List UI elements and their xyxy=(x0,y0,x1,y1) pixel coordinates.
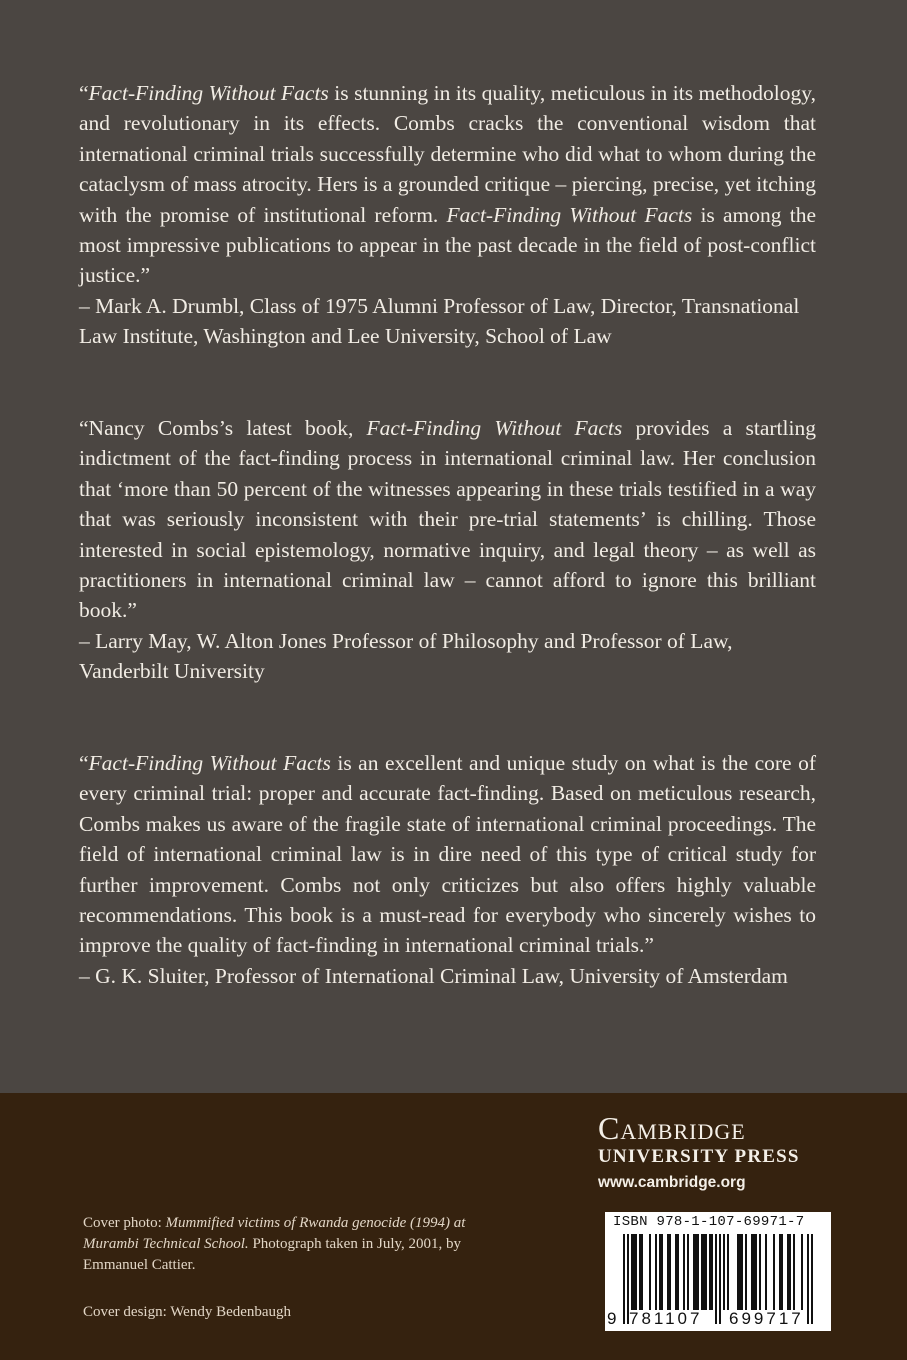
barcode-bar xyxy=(703,1234,705,1310)
barcode-bar xyxy=(779,1234,781,1310)
credit-prefix: Cover photo: xyxy=(83,1215,166,1231)
book-title-italic: Fact-Finding Without Facts xyxy=(88,751,331,775)
barcode-bar xyxy=(635,1234,637,1310)
barcode-bar xyxy=(655,1234,657,1310)
quote-text: “Nancy Combs’s latest book, xyxy=(79,416,367,440)
barcode-bar xyxy=(773,1234,775,1310)
endorsement-quote xyxy=(79,78,816,291)
credit-suffix: Photograph taken in July, 2001, by Emmanuel Cattier. xyxy=(83,1236,462,1273)
barcode-bar xyxy=(705,1234,707,1310)
barcode-bar xyxy=(639,1234,641,1310)
barcode-bar xyxy=(739,1234,741,1310)
barcode-bar xyxy=(755,1234,757,1310)
barcode-bar xyxy=(659,1234,661,1310)
barcode-bar xyxy=(649,1234,651,1310)
barcode-bar xyxy=(787,1234,789,1310)
cover-photo-credit xyxy=(83,1213,483,1276)
endorsement-2 xyxy=(79,413,816,687)
barcode-bar xyxy=(675,1234,677,1310)
barcode-bar xyxy=(745,1234,747,1310)
barcode-bar xyxy=(727,1234,729,1310)
publisher-name: Cambridge xyxy=(598,1110,746,1146)
barcode-bar xyxy=(753,1234,755,1310)
barcode-bar xyxy=(793,1234,795,1310)
barcode-bar xyxy=(701,1234,703,1310)
endorsement-quote xyxy=(79,748,816,961)
barcode-bar xyxy=(781,1234,783,1310)
barcode-bar xyxy=(811,1234,813,1324)
book-title-italic: Fact-Finding Without Facts xyxy=(366,416,623,440)
barcode-bar xyxy=(687,1234,689,1310)
endorsement-quote xyxy=(79,413,816,626)
barcode-bar xyxy=(693,1234,695,1310)
endorsement-attribution: – G. K. Sluiter, Professor of International Criminal Law, University of Amsterdam xyxy=(79,963,788,988)
barcode-bar xyxy=(633,1234,635,1310)
publisher-url: www.cambridge.org xyxy=(598,1174,746,1191)
barcode-bar xyxy=(709,1234,711,1310)
ean-right-group: 699717 xyxy=(729,1309,804,1328)
publisher-logo xyxy=(598,1110,833,1192)
barcode-bar xyxy=(677,1234,679,1310)
barcode-bar xyxy=(697,1234,699,1310)
endorsement-attribution: – Larry May, W. Alton Jones Professor of Philosophy and Professor of Law, Vanderbilt University xyxy=(79,628,733,684)
endorsement-1 xyxy=(79,78,816,352)
barcode-bar xyxy=(667,1234,669,1310)
quote-text: is among the most impressive publications to appear in the past decade in the field of post-conflict justice.” xyxy=(79,202,816,288)
barcode-bar xyxy=(661,1234,663,1310)
barcode-bar xyxy=(789,1234,791,1310)
quote-text: provides a startling indictment of the fact-finding process in international criminal law. Her conclusion that ‘more than 50 percent of the witnesses appearing in these trials testified in a way that was seriously inconsistent with their pre-trial statements’ is chilling. Those interested in social epistemology, normative inquiry, and legal theory – as well as practitioners in international criminal law – cannot afford to ignore this brilliant book.” xyxy=(79,416,816,623)
quote-text: “ xyxy=(79,81,89,105)
barcode-bar xyxy=(719,1234,721,1324)
isbn-label: ISBN 978-1-107-69971-7 xyxy=(613,1214,805,1230)
quote-text: is an excellent and unique study on what is the core of every criminal trial: proper and accurate fact-finding. Based on meticulous research, Combs makes us aware of the fragile state of international criminal proceedings. The field of international criminal law is in dire need of this type of critical study for further improvement. Combs not only criticizes but also offers highly valuable recommendations. This book is a must-read for everybody who sincerely wishes to improve the quality of fact-finding in international criminal trials.” xyxy=(79,751,816,958)
ean-left-group: 781107 xyxy=(629,1309,703,1328)
endorsement-3 xyxy=(79,748,816,991)
credit-photo-title: Mummified victims of Rwanda genocide (1994) at Murambi Technical School. xyxy=(83,1215,466,1252)
barcode-bar xyxy=(737,1234,739,1310)
barcode-bar xyxy=(765,1234,767,1310)
barcode-bar xyxy=(711,1234,713,1310)
quote-text: is stunning in its quality, meticulous in its methodology, and revolutionary in its effects. Combs cracks the conventional wisdom that international criminal trials successfully determine who did what to whom during the cataclysm of mass atrocity. Hers is a grounded critique – piercing, precise, yet itching with the promise of institutional reform. xyxy=(79,81,816,227)
cover-design-credit: Cover design: Wendy Bedenbaugh xyxy=(83,1304,292,1320)
publisher-subtitle: UNIVERSITY PRESS xyxy=(598,1146,800,1167)
barcode-bar xyxy=(759,1234,761,1310)
barcode-bar xyxy=(641,1234,643,1310)
book-title-italic: Fact-Finding Without Facts xyxy=(446,202,693,227)
barcode-bar xyxy=(807,1234,809,1324)
barcode-bar xyxy=(741,1234,743,1310)
barcode-bar xyxy=(683,1234,685,1310)
barcode-bar xyxy=(669,1234,671,1310)
barcode-bar xyxy=(695,1234,697,1310)
barcode-bar xyxy=(723,1234,725,1310)
barcode-bar xyxy=(715,1234,717,1324)
ean-first-digit: 9 xyxy=(607,1309,620,1328)
barcode-bar xyxy=(631,1234,633,1310)
quote-text: “ xyxy=(79,751,89,775)
book-title-italic: Fact-Finding Without Facts xyxy=(88,81,329,105)
barcode-bar xyxy=(801,1234,803,1310)
barcode-bar xyxy=(751,1234,753,1310)
endorsement-attribution: – Mark A. Drumbl, Class of 1975 Alumni Professor of Law, Director, Transnational Law Institute, Washington and Lee University, School of Law xyxy=(79,293,800,349)
barcode-bar xyxy=(623,1234,625,1324)
barcode xyxy=(605,1212,831,1331)
